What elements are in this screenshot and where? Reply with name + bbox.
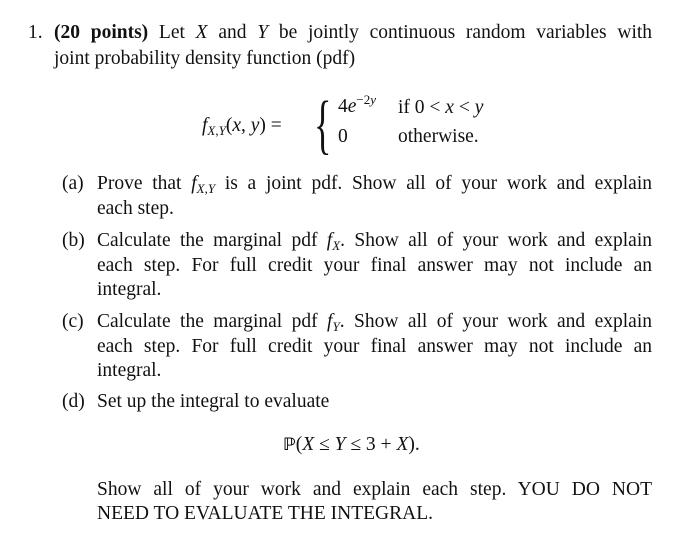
part-b-label: (b) (62, 230, 85, 251)
part-c-label: (c) (62, 311, 84, 332)
problem-points: (20 points) (54, 22, 149, 43)
part-b-line3: integral. (97, 279, 162, 300)
case1-value: $4e^{-2y}$ (338, 92, 377, 117)
closing-line2: NEED TO EVALUATE THE INTEGRAL. (97, 503, 433, 524)
problem-number: 1. (28, 22, 43, 43)
part-b-line2: each step. For full credit your final answer may not include an (97, 255, 652, 276)
left-brace: { (314, 88, 332, 161)
case2-condition: otherwise. (398, 126, 479, 147)
part-a-line1: Prove that $f_{X,Y}$ is a joint pdf. Show all of your work and explain (97, 173, 652, 196)
closing-line1: Show all of your work and explain each step. YOU DO NOT (97, 479, 652, 500)
part-d-label: (d) (62, 391, 85, 412)
part-b-line1: Calculate the marginal pdf $f_X$. Show all of your work and explain (97, 230, 652, 253)
pdf-lhs: $f_{X,Y}(x$, y) = (202, 115, 282, 138)
part-d-line1: Set up the integral to evaluate (97, 391, 330, 412)
part-c-line1: Calculate the marginal pdf $f_Y$. Show all of your work and explain (97, 311, 652, 334)
probability-expression: ℙ(X ≤ Y ≤ 3 + X). (283, 434, 420, 455)
part-a-line2: each step. (97, 198, 174, 219)
part-c-line3: integral. (97, 360, 162, 381)
part-a-label: (a) (62, 173, 84, 194)
case1-condition: if 0 < x < y (398, 97, 484, 118)
case2-value: 0 (338, 126, 348, 147)
problem-intro-line1 (54, 22, 652, 44)
part-c-line2: each step. For full credit your final answer may not include an (97, 336, 652, 357)
intro-text-1: Let X and Y be jointly continuous random variables with (158, 22, 653, 43)
problem-intro-line2: joint probability density function (pdf) (54, 48, 356, 69)
